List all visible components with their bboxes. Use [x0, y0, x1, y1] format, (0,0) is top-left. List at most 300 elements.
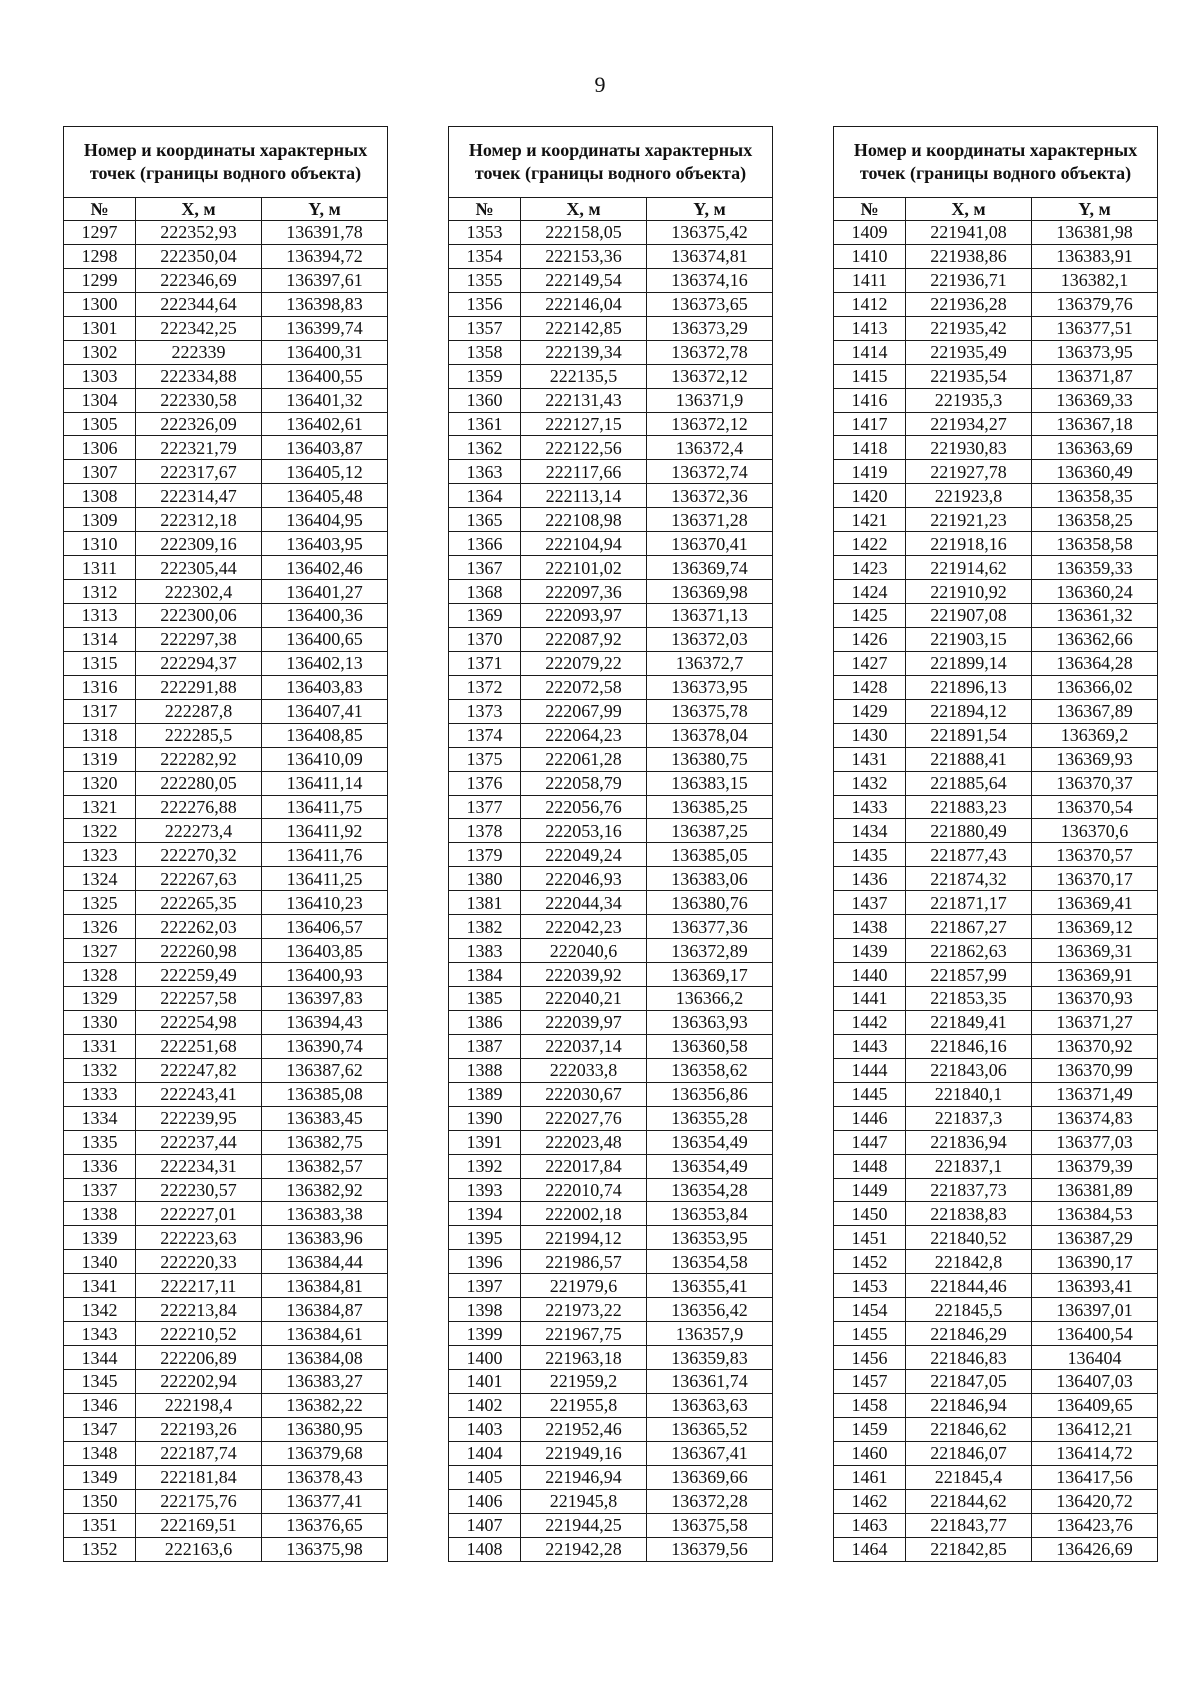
y-coordinate-cell: 136408,85: [262, 723, 388, 747]
point-number-cell: 1378: [449, 819, 521, 843]
y-coordinate-cell: 136394,43: [262, 1010, 388, 1034]
y-coordinate-cell: 136391,78: [262, 221, 388, 245]
y-coordinate-cell: 136358,62: [647, 1058, 773, 1082]
table-row: [64, 819, 388, 843]
point-number-cell: 1409: [834, 221, 906, 245]
table-row: [834, 747, 1158, 771]
y-coordinate-cell: 136357,9: [647, 1322, 773, 1346]
x-coordinate-cell: 221880,49: [906, 819, 1032, 843]
table-row: [449, 436, 773, 460]
y-coordinate-cell: 136390,74: [262, 1034, 388, 1058]
y-coordinate-cell: 136378,43: [262, 1465, 388, 1489]
table-row: [834, 1322, 1158, 1346]
y-coordinate-cell: 136360,24: [1032, 580, 1158, 604]
table-row: [64, 867, 388, 891]
table-row: [64, 1537, 388, 1561]
y-coordinate-cell: 136370,41: [647, 532, 773, 556]
y-coordinate-cell: 136400,55: [262, 364, 388, 388]
table-row: [64, 1130, 388, 1154]
x-coordinate-cell: 222206,89: [136, 1346, 262, 1370]
point-number-cell: 1313: [64, 604, 136, 628]
x-coordinate-cell: 222042,23: [521, 915, 647, 939]
x-coordinate-cell: 222309,16: [136, 532, 262, 556]
y-coordinate-cell: 136403,83: [262, 675, 388, 699]
y-coordinate-cell: 136370,54: [1032, 795, 1158, 819]
y-coordinate-cell: 136376,65: [262, 1513, 388, 1537]
x-coordinate-cell: 222326,09: [136, 412, 262, 436]
x-coordinate-cell: 222139,34: [521, 340, 647, 364]
table-row: [449, 651, 773, 675]
x-coordinate-cell: 221934,27: [906, 412, 1032, 436]
point-number-cell: 1304: [64, 388, 136, 412]
table-row: [834, 556, 1158, 580]
y-coordinate-cell: 136356,42: [647, 1298, 773, 1322]
x-coordinate-cell: 222210,52: [136, 1322, 262, 1346]
table-row: [834, 915, 1158, 939]
table-row: [449, 795, 773, 819]
y-coordinate-cell: 136404,95: [262, 508, 388, 532]
point-number-cell: 1302: [64, 340, 136, 364]
y-coordinate-cell: 136411,25: [262, 867, 388, 891]
x-coordinate-cell: 221921,23: [906, 508, 1032, 532]
table-row: [64, 771, 388, 795]
table-row: [449, 1034, 773, 1058]
table-row: [449, 675, 773, 699]
point-number-cell: 1441: [834, 987, 906, 1011]
y-coordinate-cell: 136370,57: [1032, 843, 1158, 867]
table-row: [834, 627, 1158, 651]
x-coordinate-cell: 221891,54: [906, 723, 1032, 747]
y-coordinate-cell: 136381,89: [1032, 1178, 1158, 1202]
table-row: [64, 1154, 388, 1178]
table-row: [834, 771, 1158, 795]
x-coordinate-cell: 221936,71: [906, 268, 1032, 292]
y-coordinate-cell: 136365,52: [647, 1417, 773, 1441]
x-coordinate-cell: 222223,63: [136, 1226, 262, 1250]
table-row: [64, 651, 388, 675]
table-row: [449, 1298, 773, 1322]
point-number-cell: 1381: [449, 891, 521, 915]
x-coordinate-cell: 222169,51: [136, 1513, 262, 1537]
point-number-cell: 1439: [834, 939, 906, 963]
point-number-cell: 1322: [64, 819, 136, 843]
point-number-cell: 1436: [834, 867, 906, 891]
y-coordinate-cell: 136406,57: [262, 915, 388, 939]
table-row: [834, 723, 1158, 747]
y-coordinate-cell: 136375,58: [647, 1513, 773, 1537]
x-coordinate-cell: 222181,84: [136, 1465, 262, 1489]
point-number-cell: 1419: [834, 460, 906, 484]
y-coordinate-cell: 136385,08: [262, 1082, 388, 1106]
point-number-cell: 1384: [449, 963, 521, 987]
x-coordinate-cell: 222220,33: [136, 1250, 262, 1274]
y-coordinate-cell: 136423,76: [1032, 1513, 1158, 1537]
x-coordinate-cell: 221837,73: [906, 1178, 1032, 1202]
x-coordinate-cell: 221842,8: [906, 1250, 1032, 1274]
point-number-cell: 1316: [64, 675, 136, 699]
y-coordinate-cell: 136363,93: [647, 1010, 773, 1034]
y-coordinate-cell: 136387,25: [647, 819, 773, 843]
x-coordinate-cell: 222002,18: [521, 1202, 647, 1226]
y-coordinate-cell: 136353,84: [647, 1202, 773, 1226]
x-coordinate-cell: 222017,84: [521, 1154, 647, 1178]
x-coordinate-cell: 222254,98: [136, 1010, 262, 1034]
table-row: [834, 364, 1158, 388]
point-number-cell: 1445: [834, 1082, 906, 1106]
x-coordinate-cell: 222040,6: [521, 939, 647, 963]
x-coordinate-cell: 222135,5: [521, 364, 647, 388]
point-number-cell: 1330: [64, 1010, 136, 1034]
x-coordinate-cell: 222202,94: [136, 1370, 262, 1394]
x-coordinate-cell: 222072,58: [521, 675, 647, 699]
table-body: [449, 221, 773, 1562]
table-row: [449, 1465, 773, 1489]
table-row: [834, 1370, 1158, 1394]
point-number-cell: 1370: [449, 627, 521, 651]
y-coordinate-cell: 136354,58: [647, 1250, 773, 1274]
table-row: [64, 1513, 388, 1537]
point-number-cell: 1324: [64, 867, 136, 891]
table-row: [449, 1322, 773, 1346]
y-coordinate-cell: 136367,18: [1032, 412, 1158, 436]
y-coordinate-cell: 136387,62: [262, 1058, 388, 1082]
table-row: [64, 1106, 388, 1130]
x-coordinate-cell: 222213,84: [136, 1298, 262, 1322]
table-row: [64, 627, 388, 651]
y-coordinate-cell: 136366,2: [647, 987, 773, 1011]
table-row: [834, 1346, 1158, 1370]
x-coordinate-cell: 222297,38: [136, 627, 262, 651]
point-number-cell: 1380: [449, 867, 521, 891]
y-coordinate-cell: 136367,41: [647, 1441, 773, 1465]
y-coordinate-cell: 136358,25: [1032, 508, 1158, 532]
y-coordinate-cell: 136383,96: [262, 1226, 388, 1250]
point-number-cell: 1310: [64, 532, 136, 556]
y-coordinate-cell: 136360,58: [647, 1034, 773, 1058]
table-row: [449, 1154, 773, 1178]
table-row: [64, 1202, 388, 1226]
x-coordinate-cell: 221845,4: [906, 1465, 1032, 1489]
table-row: [449, 1370, 773, 1394]
x-coordinate-cell: 222056,76: [521, 795, 647, 819]
point-number-cell: 1430: [834, 723, 906, 747]
x-coordinate-cell: 221840,52: [906, 1226, 1032, 1250]
x-coordinate-cell: 221849,41: [906, 1010, 1032, 1034]
point-number-cell: 1327: [64, 939, 136, 963]
point-number-cell: 1447: [834, 1130, 906, 1154]
table-row: [449, 316, 773, 340]
x-coordinate-cell: 221914,62: [906, 556, 1032, 580]
x-coordinate-cell: 222342,25: [136, 316, 262, 340]
y-coordinate-cell: 136405,12: [262, 460, 388, 484]
y-coordinate-cell: 136411,76: [262, 843, 388, 867]
table-row: [64, 316, 388, 340]
y-coordinate-cell: 136369,31: [1032, 939, 1158, 963]
point-number-cell: 1348: [64, 1441, 136, 1465]
point-number-cell: 1321: [64, 795, 136, 819]
table-row: [64, 1226, 388, 1250]
x-coordinate-cell: 221877,43: [906, 843, 1032, 867]
x-coordinate-cell: 221896,13: [906, 675, 1032, 699]
table-row: [449, 627, 773, 651]
y-coordinate-cell: 136372,12: [647, 412, 773, 436]
table-row: [64, 1010, 388, 1034]
x-coordinate-cell: 222097,36: [521, 580, 647, 604]
point-number-cell: 1337: [64, 1178, 136, 1202]
table-row: [449, 1226, 773, 1250]
y-coordinate-cell: 136371,28: [647, 508, 773, 532]
table-row: [449, 699, 773, 723]
y-coordinate-cell: 136400,54: [1032, 1322, 1158, 1346]
x-coordinate-cell: 221885,64: [906, 771, 1032, 795]
table-row: [64, 939, 388, 963]
x-coordinate-cell: 221894,12: [906, 699, 1032, 723]
point-number-cell: 1325: [64, 891, 136, 915]
point-number-cell: 1444: [834, 1058, 906, 1082]
table-row: [449, 580, 773, 604]
point-number-cell: 1377: [449, 795, 521, 819]
coordinate-table-2: [448, 126, 773, 1562]
page-number: 9: [594, 72, 606, 97]
x-coordinate-cell: 221871,17: [906, 891, 1032, 915]
y-coordinate-cell: 136411,75: [262, 795, 388, 819]
point-number-cell: 1406: [449, 1489, 521, 1513]
point-number-cell: 1343: [64, 1322, 136, 1346]
x-coordinate-cell: 222265,35: [136, 891, 262, 915]
point-number-cell: 1362: [449, 436, 521, 460]
point-number-cell: 1303: [64, 364, 136, 388]
y-coordinate-cell: 136372,74: [647, 460, 773, 484]
table-row: [449, 340, 773, 364]
column-header-number: №: [449, 198, 521, 221]
y-coordinate-cell: 136402,46: [262, 556, 388, 580]
table-row: [834, 221, 1158, 245]
table-row: [834, 1202, 1158, 1226]
column-header-y: Y, м: [1032, 198, 1158, 221]
x-coordinate-cell: 221846,29: [906, 1322, 1032, 1346]
y-coordinate-cell: 136360,49: [1032, 460, 1158, 484]
y-coordinate-cell: 136378,04: [647, 723, 773, 747]
x-coordinate-cell: 222230,57: [136, 1178, 262, 1202]
point-number-cell: 1366: [449, 532, 521, 556]
point-number-cell: 1387: [449, 1034, 521, 1058]
point-number-cell: 1394: [449, 1202, 521, 1226]
table-row: [449, 1250, 773, 1274]
point-number-cell: 1344: [64, 1346, 136, 1370]
x-coordinate-cell: 221944,25: [521, 1513, 647, 1537]
x-coordinate-cell: 222087,92: [521, 627, 647, 651]
point-number-cell: 1461: [834, 1465, 906, 1489]
x-coordinate-cell: 221846,07: [906, 1441, 1032, 1465]
x-coordinate-cell: 221843,06: [906, 1058, 1032, 1082]
point-number-cell: 1376: [449, 771, 521, 795]
point-number-cell: 1300: [64, 292, 136, 316]
x-coordinate-cell: 221938,86: [906, 244, 1032, 268]
point-number-cell: 1369: [449, 604, 521, 628]
table-row: [834, 388, 1158, 412]
y-coordinate-cell: 136410,09: [262, 747, 388, 771]
point-number-cell: 1421: [834, 508, 906, 532]
x-coordinate-cell: 221935,42: [906, 316, 1032, 340]
x-coordinate-cell: 222294,37: [136, 651, 262, 675]
y-coordinate-cell: 136369,41: [1032, 891, 1158, 915]
point-number-cell: 1386: [449, 1010, 521, 1034]
y-coordinate-cell: 136379,76: [1032, 292, 1158, 316]
table-row: [834, 1082, 1158, 1106]
y-coordinate-cell: 136369,74: [647, 556, 773, 580]
y-coordinate-cell: 136407,41: [262, 699, 388, 723]
x-coordinate-cell: 221963,18: [521, 1346, 647, 1370]
y-coordinate-cell: 136420,72: [1032, 1489, 1158, 1513]
y-coordinate-cell: 136358,35: [1032, 484, 1158, 508]
table-row: [449, 1417, 773, 1441]
x-coordinate-cell: 222330,58: [136, 388, 262, 412]
y-coordinate-cell: 136369,66: [647, 1465, 773, 1489]
x-coordinate-cell: 222247,82: [136, 1058, 262, 1082]
point-number-cell: 1412: [834, 292, 906, 316]
y-coordinate-cell: 136384,61: [262, 1322, 388, 1346]
y-coordinate-cell: 136401,27: [262, 580, 388, 604]
x-coordinate-cell: 222251,68: [136, 1034, 262, 1058]
x-coordinate-cell: 222023,48: [521, 1130, 647, 1154]
table-row: [834, 819, 1158, 843]
point-number-cell: 1448: [834, 1154, 906, 1178]
point-number-cell: 1399: [449, 1322, 521, 1346]
table-row: [64, 460, 388, 484]
point-number-cell: 1413: [834, 316, 906, 340]
x-coordinate-cell: 222058,79: [521, 771, 647, 795]
point-number-cell: 1359: [449, 364, 521, 388]
x-coordinate-cell: 222300,06: [136, 604, 262, 628]
x-coordinate-cell: 221936,28: [906, 292, 1032, 316]
table-row: [64, 1322, 388, 1346]
y-coordinate-cell: 136367,89: [1032, 699, 1158, 723]
x-coordinate-cell: 221842,85: [906, 1537, 1032, 1561]
y-coordinate-cell: 136364,28: [1032, 651, 1158, 675]
point-number-cell: 1309: [64, 508, 136, 532]
y-coordinate-cell: 136394,72: [262, 244, 388, 268]
table-row: [449, 1346, 773, 1370]
point-number-cell: 1414: [834, 340, 906, 364]
y-coordinate-cell: 136412,21: [1032, 1417, 1158, 1441]
y-coordinate-cell: 136380,95: [262, 1417, 388, 1441]
table-row: [834, 1178, 1158, 1202]
y-coordinate-cell: 136383,91: [1032, 244, 1158, 268]
table-row: [64, 580, 388, 604]
table-row: [449, 1106, 773, 1130]
table-row: [449, 292, 773, 316]
table-caption: Номер и координаты характерных точек (границы водного объекта): [834, 127, 1158, 198]
x-coordinate-cell: 221986,57: [521, 1250, 647, 1274]
table-row: [449, 484, 773, 508]
x-coordinate-cell: 222067,99: [521, 699, 647, 723]
column-header-y: Y, м: [262, 198, 388, 221]
point-number-cell: 1400: [449, 1346, 521, 1370]
x-coordinate-cell: 222037,14: [521, 1034, 647, 1058]
point-number-cell: 1458: [834, 1393, 906, 1417]
x-coordinate-cell: 221883,23: [906, 795, 1032, 819]
point-number-cell: 1453: [834, 1274, 906, 1298]
point-number-cell: 1424: [834, 580, 906, 604]
x-coordinate-cell: 222350,04: [136, 244, 262, 268]
table-row: [834, 1058, 1158, 1082]
table-row: [64, 436, 388, 460]
x-coordinate-cell: 222260,98: [136, 939, 262, 963]
point-number-cell: 1350: [64, 1489, 136, 1513]
table-row: [834, 891, 1158, 915]
table-row: [64, 891, 388, 915]
y-coordinate-cell: 136353,95: [647, 1226, 773, 1250]
y-coordinate-cell: 136372,4: [647, 436, 773, 460]
y-coordinate-cell: 136405,48: [262, 484, 388, 508]
point-number-cell: 1317: [64, 699, 136, 723]
table-row: [64, 1465, 388, 1489]
table-row: [64, 963, 388, 987]
y-coordinate-cell: 136379,68: [262, 1441, 388, 1465]
point-number-cell: 1425: [834, 604, 906, 628]
table-row: [449, 1202, 773, 1226]
table-row: [64, 1178, 388, 1202]
x-coordinate-cell: 222127,15: [521, 412, 647, 436]
x-coordinate-cell: 222243,41: [136, 1082, 262, 1106]
table-body: [64, 221, 388, 1562]
point-number-cell: 1443: [834, 1034, 906, 1058]
point-number-cell: 1388: [449, 1058, 521, 1082]
x-coordinate-cell: 222113,14: [521, 484, 647, 508]
x-coordinate-cell: 221888,41: [906, 747, 1032, 771]
point-number-cell: 1423: [834, 556, 906, 580]
point-number-cell: 1374: [449, 723, 521, 747]
table-row: [834, 1274, 1158, 1298]
table-row: [64, 915, 388, 939]
y-coordinate-cell: 136373,65: [647, 292, 773, 316]
y-coordinate-cell: 136375,78: [647, 699, 773, 723]
point-number-cell: 1428: [834, 675, 906, 699]
table-row: [449, 1441, 773, 1465]
y-coordinate-cell: 136414,72: [1032, 1441, 1158, 1465]
y-coordinate-cell: 136384,87: [262, 1298, 388, 1322]
table-row: [834, 963, 1158, 987]
table-row: [449, 460, 773, 484]
x-coordinate-cell: 221844,46: [906, 1274, 1032, 1298]
x-coordinate-cell: 222302,4: [136, 580, 262, 604]
point-number-cell: 1360: [449, 388, 521, 412]
point-number-cell: 1347: [64, 1417, 136, 1441]
y-coordinate-cell: 136374,83: [1032, 1106, 1158, 1130]
point-number-cell: 1379: [449, 843, 521, 867]
y-coordinate-cell: 136383,45: [262, 1106, 388, 1130]
point-number-cell: 1440: [834, 963, 906, 987]
x-coordinate-cell: 222093,97: [521, 604, 647, 628]
y-coordinate-cell: 136382,1: [1032, 268, 1158, 292]
x-coordinate-cell: 222334,88: [136, 364, 262, 388]
table-row: [834, 1298, 1158, 1322]
point-number-cell: 1411: [834, 268, 906, 292]
x-coordinate-cell: 222104,94: [521, 532, 647, 556]
y-coordinate-cell: 136385,25: [647, 795, 773, 819]
point-number-cell: 1382: [449, 915, 521, 939]
x-coordinate-cell: 221867,27: [906, 915, 1032, 939]
table-row: [834, 1130, 1158, 1154]
point-number-cell: 1433: [834, 795, 906, 819]
point-number-cell: 1392: [449, 1154, 521, 1178]
table-row: [834, 651, 1158, 675]
point-number-cell: 1410: [834, 244, 906, 268]
table-row: [834, 1465, 1158, 1489]
x-coordinate-cell: 221918,16: [906, 532, 1032, 556]
table-row: [64, 795, 388, 819]
y-coordinate-cell: 136380,75: [647, 747, 773, 771]
